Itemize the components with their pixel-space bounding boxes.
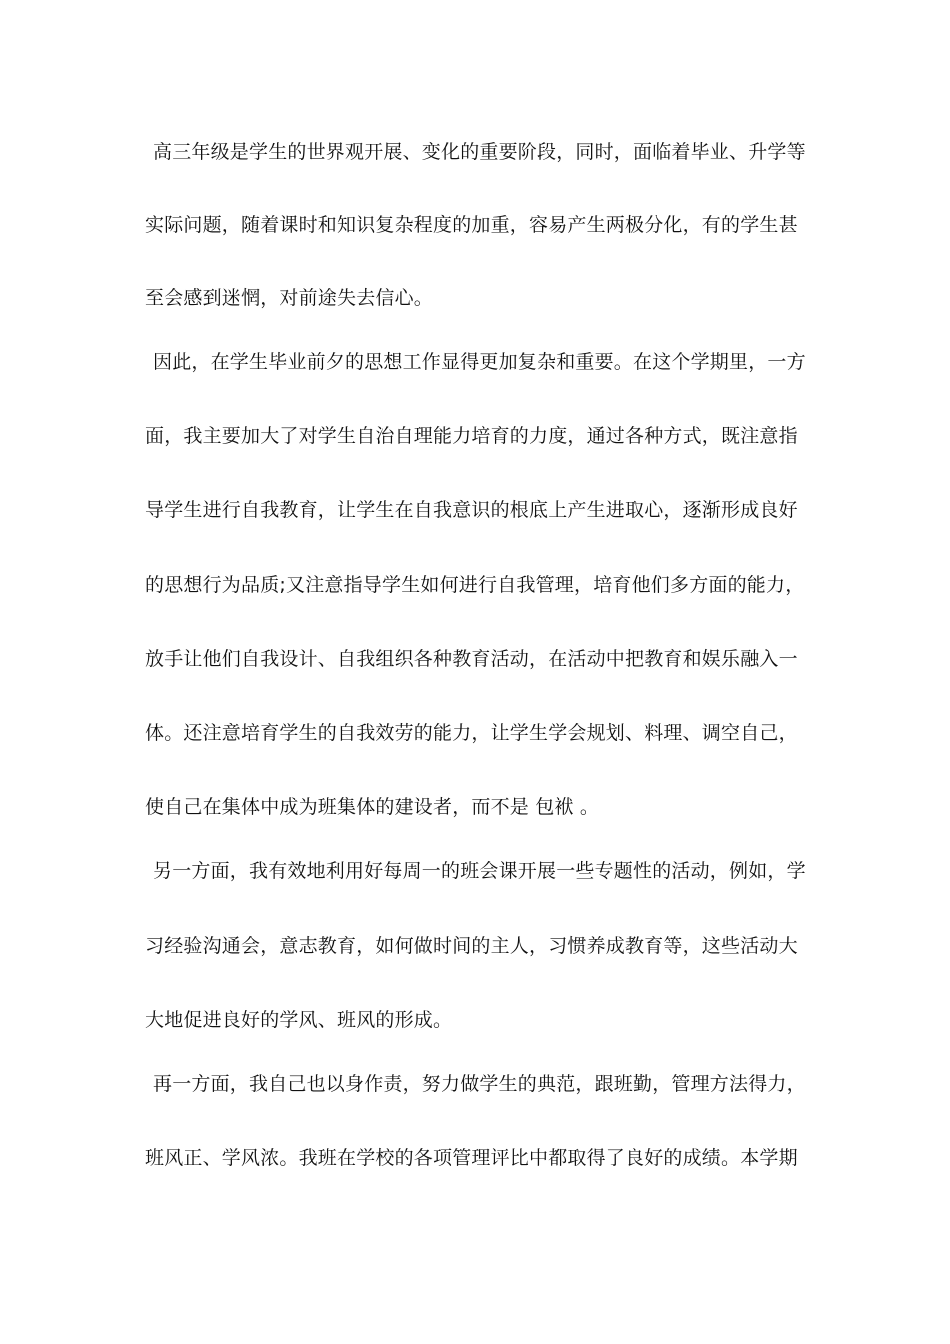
paragraph-3-line-3: 大地促进良好的学风、班风的形成。 [145,1009,453,1031]
paragraph-1-line-1: 高三年级是学生的世界观开展、变化的重要阶段，同时，面临着毕业、升学等 [153,141,806,163]
paragraph-2-line-7: 使自己在集体中成为班集体的建设者，而不是 包袱 。 [145,796,600,818]
paragraph-1-line-3: 至会感到迷惘，对前途失去信心。 [145,287,434,309]
paragraph-3-line-1: 另一方面，我有效地利用好每周一的班会课开展一些专题性的活动，例如，学 [153,860,806,882]
paragraph-2-line-1: 因此，在学生毕业前夕的思想工作显得更加复杂和重要。在这个学期里，一方 [153,351,806,373]
paragraph-2-line-2: 面，我主要加大了对学生自治自理能力培育的力度，通过各种方式，既注意指 [145,425,798,447]
paragraph-4-line-1: 再一方面，我自己也以身作责，努力做学生的典范，跟班勤，管理方法得力， [153,1073,806,1095]
paragraph-3-line-2: 习经验沟通会，意志教育，如何做时间的主人，习惯养成教育等，这些活动大 [145,935,798,957]
paragraph-2-line-5: 放手让他们自我设计、自我组织各种教育活动，在活动中把教育和娱乐融入一 [145,648,798,670]
paragraph-2-line-6: 体。还注意培育学生的自我效劳的能力，让学生学会规划、料理、调空自己， [145,722,798,744]
paragraph-2-line-4: 的思想行为品质;又注意指导学生如何进行自我管理，培育他们多方面的能力， [145,574,805,596]
paragraph-4-line-2: 班风正、学风浓。我班在学校的各项管理评比中都取得了良好的成绩。本学期 [145,1147,798,1169]
paragraph-2-line-3: 导学生进行自我教育，让学生在自我意识的根底上产生进取心，逐渐形成良好 [145,499,798,521]
paragraph-1-line-2: 实际问题，随着课时和知识复杂程度的加重，容易产生两极分化，有的学生甚 [145,214,798,236]
